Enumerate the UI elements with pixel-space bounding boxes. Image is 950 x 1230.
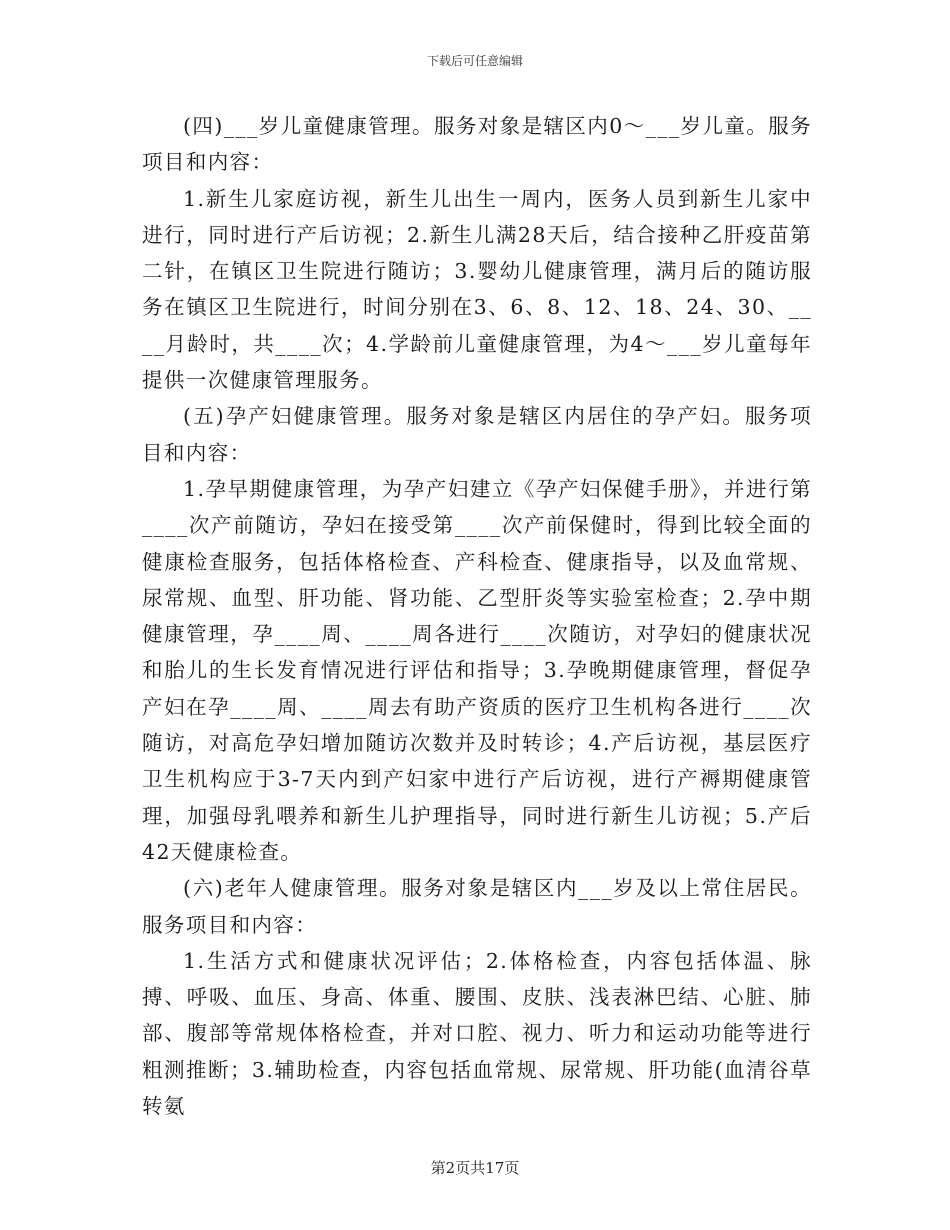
section-heading-elderly: (六)老年人健康管理。服务对象是辖区内___岁及以上常住居民。服务项目和内容： [142,876,812,937]
page-footer: 第2页共17页 [430,1159,520,1177]
paragraph-elderly-services: 1.生活方式和健康状况评估；2.体格检查，内容包括体温、脉搏、呼吸、血压、身高、体重、腰围、皮肤、浅表淋巴结、心脏、肺部、腹部等常规体格检查，并对口腔、视力、听力和运动功能等进行粗测推断；3.辅助检查，内容包括血常规、尿常规、肝功能(血清谷草转氨 [142,948,812,1119]
document-body [142,108,812,1124]
section-heading-children: (四)___岁儿童健康管理。服务对象是辖区内0～___岁儿童。服务项目和内容： [142,114,812,175]
paragraph-maternal-services: 1.孕早期健康管理，为孕产妇建立《孕产妇保健手册》，并进行第____次产前随访，孕妇在接受第____次产前保健时，得到比较全面的健康检查服务，包括体格检查、产科检查、健康指导，以及血常规、尿常规、血型、肝功能、肾功能、乙型肝炎等实验室检查；2.孕中期健康管理，孕____周、____周各进行____次随访，对孕妇的健康状况和胎儿的生长发育情况进行评估和指导；3.孕晚期健康管理，督促孕产妇在孕____周、____周去有助产资质的医疗卫生机构各进行____次随访，对高危孕妇增加随访次数并及时转诊；4.产后访视，基层医疗卫生机构应于3-7天内到产妇家中进行产后访视，进行产褥期健康管理，加强母乳喂养和新生儿护理指导，同时进行新生儿访视；5.产后42天健康检查。 [142,476,812,864]
page-header: 下载后可任意编辑 [426,54,523,68]
section-heading-maternal: (五)孕产妇健康管理。服务对象是辖区内居住的孕产妇。服务项目和内容： [142,404,813,465]
paragraph-children-services: 1.新生儿家庭访视，新生儿出生一周内，医务人员到新生儿家中进行，同时进行产后访视；2.新生儿满28天后，结合接种乙肝疫苗第二针，在镇区卫生院进行随访；3.婴幼儿健康管理，满月后的随访服务在镇区卫生院进行，时间分别在3、6、8、12、18、24、30、____月龄时，共____次；4.学龄前儿童健康管理，为4～___岁儿童每年提供一次健康管理服务。 [142,186,812,393]
